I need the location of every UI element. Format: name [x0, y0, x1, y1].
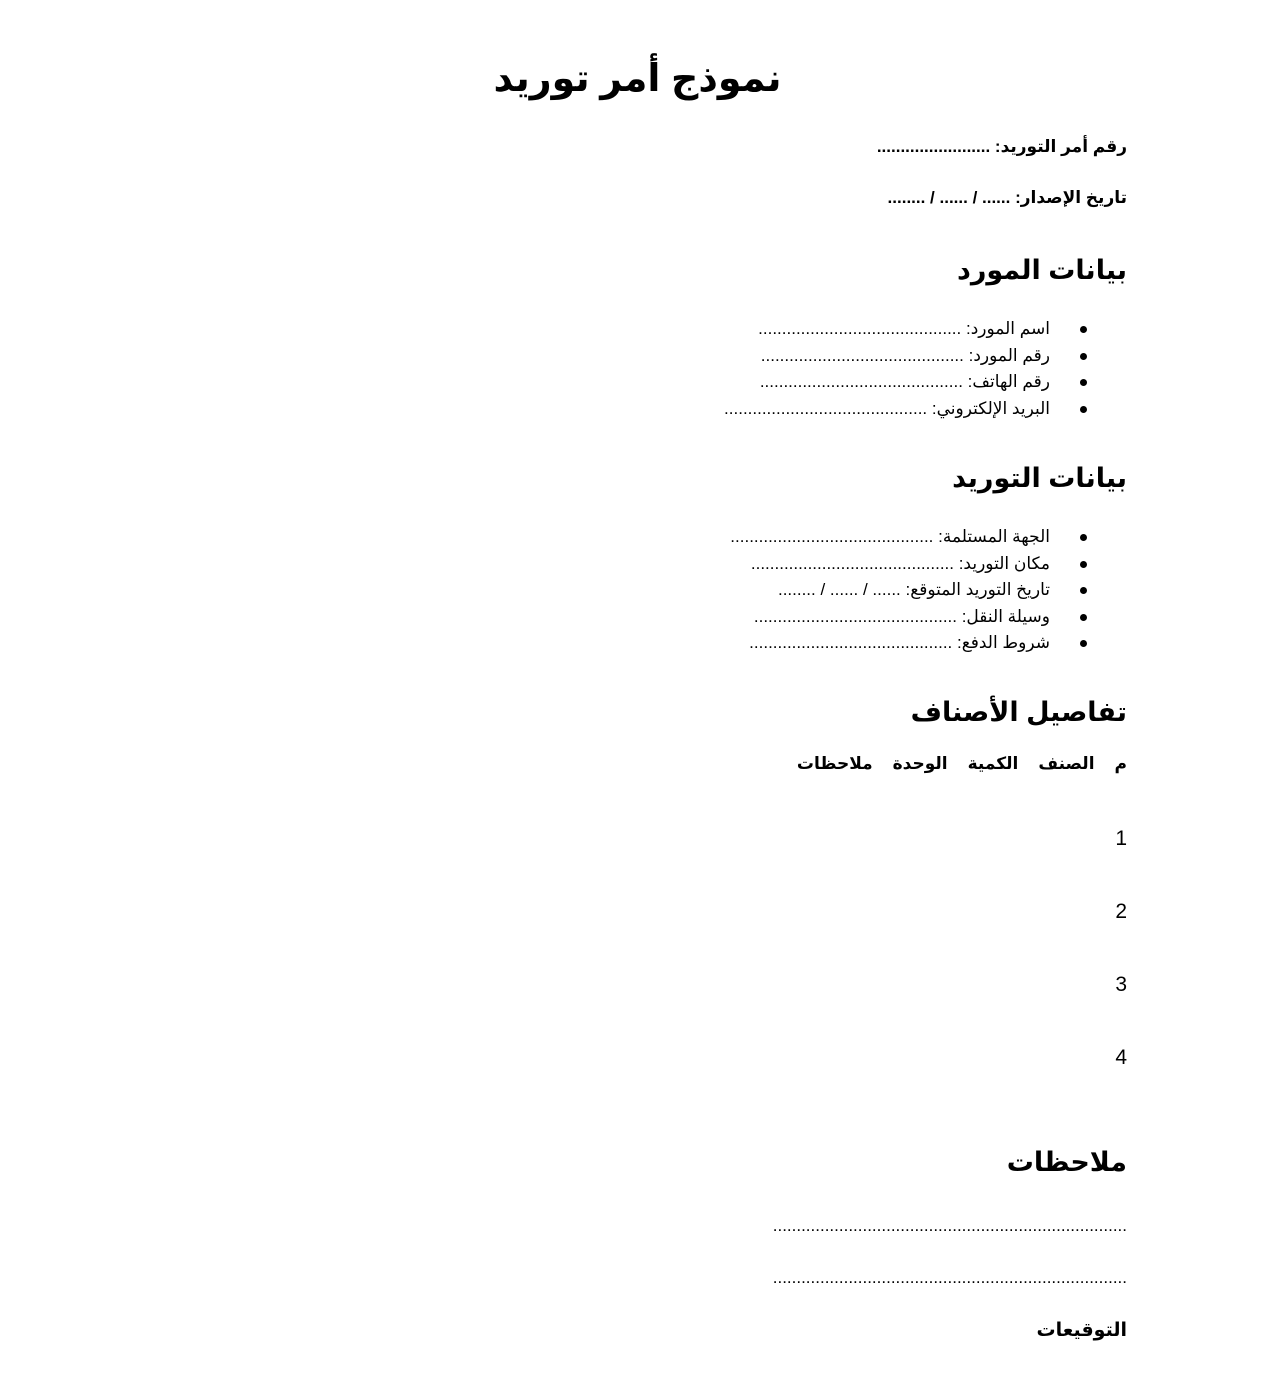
list-item [730, 630, 1127, 657]
list-item [730, 524, 1127, 551]
issue-date-line: تاريخ الإصدار: ...... / ...... / ........ [887, 188, 1127, 207]
expected-date-field: تاريخ التوريد المتوقع: ...... / ...... / ........ [777, 580, 1050, 599]
column-header-quantity: الكمية [967, 754, 1019, 773]
column-header-unit: الوحدة [892, 754, 948, 773]
bullet-icon [1080, 406, 1087, 413]
list-item [724, 369, 1127, 396]
list-item [724, 316, 1127, 343]
receiving-party-field: الجهة المستلمة: ........................................... [730, 527, 1050, 546]
supply-list [730, 524, 1127, 657]
list-item [730, 577, 1127, 604]
column-header-notes: ملاحظات [796, 754, 873, 773]
list-item [724, 343, 1127, 370]
signatures-heading: التوقيعات [1036, 1320, 1127, 1341]
list-item [724, 396, 1127, 423]
bullet-icon [1080, 534, 1087, 541]
supplier-list [724, 316, 1127, 422]
transport-field: وسيلة النقل: ........................................... [753, 606, 1050, 626]
supplier-email-field: البريد الإلكتروني: ........................................... [724, 398, 1050, 418]
items-heading: تفاصيل الأصناف [910, 697, 1127, 727]
items-table-header [777, 752, 1127, 776]
bullet-icon [1080, 614, 1087, 621]
table-row: 4 [1115, 1046, 1127, 1069]
bullet-icon [1080, 379, 1087, 386]
list-item [730, 551, 1127, 578]
supplier-number-field: رقم المورد: ........................................... [760, 345, 1050, 365]
supply-location-field: مكان التوريد: ........................................... [750, 553, 1050, 573]
column-header-index: م [1114, 754, 1127, 773]
supplier-heading: بيانات المورد [956, 255, 1127, 285]
list-item [730, 604, 1127, 631]
table-row: 3 [1115, 973, 1127, 996]
table-row: 2 [1115, 900, 1127, 923]
notes-line: ........................................................................... [772, 1268, 1127, 1287]
column-header-item: الصنف [1038, 754, 1095, 773]
supplier-name-field: اسم المورد: ........................................... [758, 319, 1050, 338]
notes-heading: ملاحظات [1006, 1147, 1127, 1177]
notes-line: ........................................................................... [772, 1216, 1127, 1235]
payment-terms-field: شروط الدفع: ........................................... [749, 633, 1050, 652]
table-row: 1 [1115, 827, 1127, 850]
bullet-icon [1080, 561, 1087, 568]
bullet-icon [1080, 640, 1087, 647]
bullet-icon [1080, 353, 1087, 360]
supply-heading: بيانات التوريد [952, 463, 1127, 493]
bullet-icon [1080, 587, 1087, 594]
order-number-line: رقم أمر التوريد: ........................ [876, 137, 1127, 156]
document-title: نموذج أمر توريد [493, 58, 782, 100]
supplier-phone-field: رقم الهاتف: ........................................... [759, 372, 1050, 391]
bullet-icon [1080, 326, 1087, 333]
